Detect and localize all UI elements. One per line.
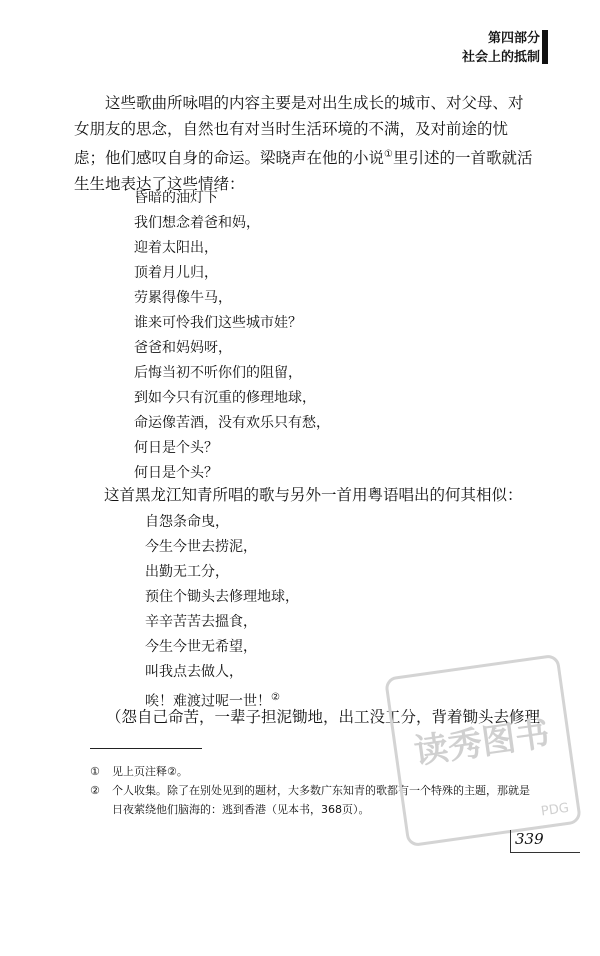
poem-line: 叫我点去做人， <box>145 664 243 680</box>
poem-line: 预住个锄头去修理地球， <box>145 589 299 605</box>
poem-line: 谁来可怜我们这些城市娃？ <box>134 315 302 331</box>
watermark-text: 读秀图书 <box>411 713 553 773</box>
footnote-text: 见上页注释②。 <box>112 765 188 778</box>
page-number-rule <box>510 852 580 853</box>
footnote-text: 个人收集。除了在别处见到的题材，大多数广东知青的歌都有一个特殊的主题，那就是日夜萦绕他们脑海的：逃到香港（见本书，368页）。 <box>112 784 530 816</box>
poem-line: 出勤无工分， <box>145 564 229 580</box>
poem-line: 命运像苦酒，没有欢乐只有愁， <box>134 415 330 431</box>
poem-line: 爸爸和妈妈呀， <box>134 340 232 356</box>
poem-line: 自怨条命曳， <box>145 514 229 530</box>
footnote-divider <box>90 748 202 749</box>
chapter-title: 社会上的抵制 <box>461 50 540 65</box>
poem-line: 后悔当初不听你们的阻留， <box>134 365 302 381</box>
poem-line-text: 唉！难渡过呢一世！ <box>145 693 271 710</box>
poem-line: 何日是个头？ <box>134 465 218 481</box>
watermark-stamp <box>384 654 582 848</box>
running-header <box>462 30 540 66</box>
footnote-ref-1: ① <box>384 149 393 160</box>
poem-line: 辛辛苦苦去搵食， <box>145 614 257 630</box>
poem-line: 顶着月儿归， <box>134 265 218 281</box>
poem-line: 迎着太阳出， <box>134 240 218 256</box>
paragraph-1 <box>74 91 534 197</box>
paragraph-3: （怨自己命苦，一辈子担泥锄地，出工没工分，背着锄头去修理 <box>106 708 541 726</box>
footnote-mark: ② <box>90 784 100 797</box>
footnote-mark: ① <box>90 765 100 778</box>
poem-line: 劳累得像牛马， <box>134 290 232 306</box>
footnote-ref-2: ② <box>271 692 280 703</box>
poem-2 <box>145 510 299 710</box>
page-number-tick <box>510 830 511 852</box>
poem-line: 昏暗的油灯下 <box>134 190 218 206</box>
paragraph-2: 这首黑龙江知青所唱的歌与另外一首用粤语唱出的何其相似： <box>104 486 523 504</box>
poem-line: 今生今世去捞泥， <box>145 539 257 555</box>
poem-line: 到如今只有沉重的修理地球， <box>134 390 316 406</box>
watermark-sub: PDG <box>540 800 570 820</box>
paragraph-1-text-b: 里引述的一首歌就活生生地表达了这些情绪： <box>74 149 533 193</box>
poem-line: 我们想念着爸和妈， <box>134 215 260 231</box>
paragraph-1-text-a: 这些歌曲所咏唱的内容主要是对出生成长的城市、对父母、对女朋友的思念，自然也有对当时生活环境的不满，及对前途的忧虑；他们感叹自身的命运。梁晓声在他的小说 <box>74 94 524 168</box>
poem-1 <box>134 186 330 486</box>
page-number: 339 <box>515 830 544 848</box>
poem-line: 何日是个头？ <box>134 440 218 456</box>
part-title: 第四部分 <box>487 31 540 46</box>
header-bar <box>542 30 548 64</box>
poem-line: 今生今世无希望， <box>145 639 257 655</box>
